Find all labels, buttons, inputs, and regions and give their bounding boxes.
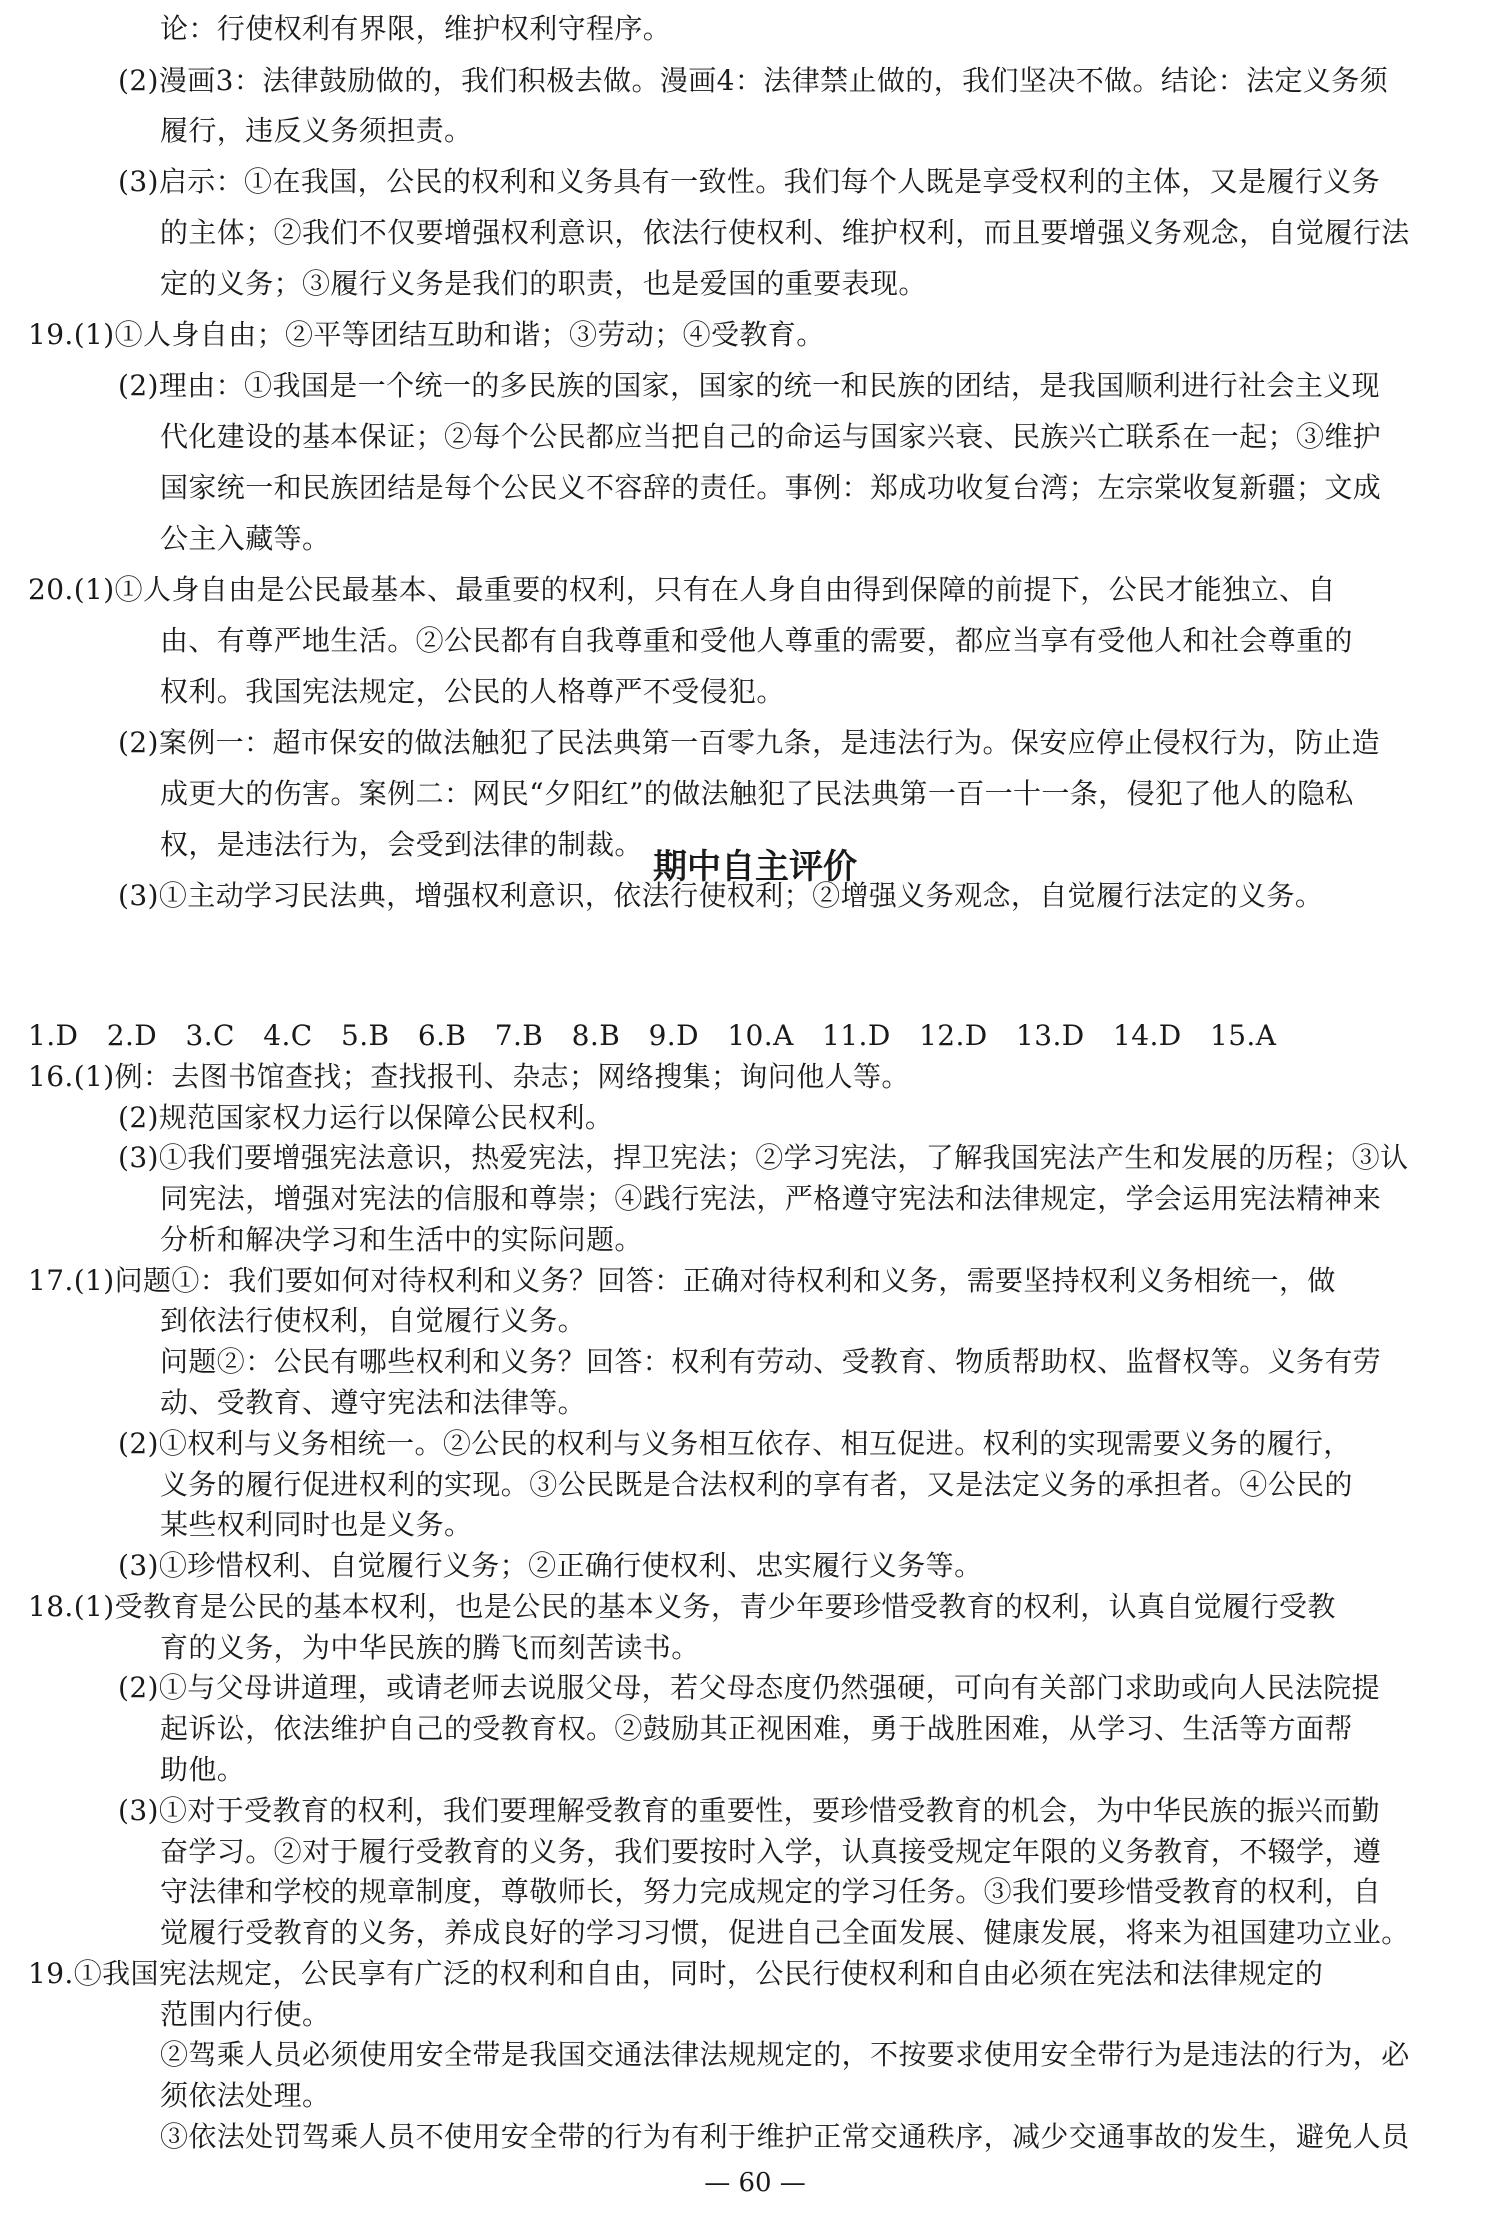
midterm-answer-line: 1.D 2.D 3.C 4.C 5.B 6.B 7.B 8.B 9.D 10.A 11.D 12.D 13.D 14.D 15.A [28,1019,1277,1052]
midterm-answer-line: 守法律和学校的规章制度，尊敬师长，努力完成规定的学习任务。③我们要珍惜受教育的权利，自 [160,1875,1382,1908]
midterm-answer-line: (3)①对于受教育的权利，我们要理解受教育的重要性，要珍惜受教育的机会，为中华民族的振兴而勤 [118,1794,1381,1827]
answer-line: 代化建设的基本保证；②每个公民都应当把自己的命运与国家兴衰、民族兴亡联系在一起；③维护 [160,420,1382,453]
answer-line: 权利。我国宪法规定，公民的人格尊严不受侵犯。 [160,675,785,708]
answer-line: 履行，违反义务须担责。 [160,114,473,147]
answer-line: 国家统一和民族团结是每个公民义不容辞的责任。事例：郑成功收复台湾；左宗棠收复新疆；文成 [160,471,1382,504]
midterm-answer-line: 18.(1)受教育是公民的基本权利，也是公民的基本义务，青少年要珍惜受教育的权利，认真自觉履行受教 [28,1590,1336,1623]
midterm-answer-line: ②驾乘人员必须使用安全带是我国交通法律法规规定的，不按要求使用安全带行为是违法的行为，必 [160,2038,1410,2071]
section-title: 期中自主评价 [653,847,857,887]
midterm-answer-line: 某些权利同时也是义务。 [160,1508,473,1541]
midterm-answer-line: 动、受教育、遵守宪法和法律等。 [160,1386,587,1419]
midterm-answer-line: 义务的履行促进权利的实现。③公民既是合法权利的享有者，又是法定义务的承担者。④公民的 [160,1468,1353,1501]
answer-line: 定的义务；③履行义务是我们的职责，也是爱国的重要表现。 [160,267,927,300]
midterm-answer-line: 问题②：公民有哪些权利和义务？回答：权利有劳动、受教育、物质帮助权、监督权等。义务有劳 [160,1345,1382,1378]
midterm-answer-line: ③依法处罚驾乘人员不使用安全带的行为有利于维护正常交通秩序，减少交通事故的发生，避免人员 [160,2120,1410,2153]
midterm-answer-line: 起诉讼，依法维护自己的受教育权。②鼓励其正视困难，勇于战胜困难，从学习、生活等方面帮 [160,1712,1353,1745]
answer-line: 由、有尊严地生活。②公民都有自我尊重和受他人尊重的需要，都应当享有受他人和社会尊重的 [160,624,1353,657]
midterm-answer-line: 范围内行使。 [160,1998,331,2031]
midterm-answer-line: 到依法行使权利，自觉履行义务。 [160,1304,587,1337]
answer-line: (2)理由：①我国是一个统一的多民族的国家，国家的统一和民族的团结，是我国顺利进行社会主义现 [118,369,1381,402]
answer-line: (2)漫画3：法律鼓励做的，我们积极去做。漫画4：法律禁止做的，我们坚决不做。结论：法定义务须 [118,64,1389,97]
midterm-answer-line: (2)规范国家权力运行以保障公民权利。 [118,1101,614,1134]
midterm-answer-line: 19.①我国宪法规定，公民享有广泛的权利和自由，同时，公民行使权利和自由必须在宪法和法律规定的 [28,1957,1324,1990]
answer-line: 论：行使权利有界限，维护权利守程序。 [160,12,672,45]
answer-line: 的主体；②我们不仅要增强权利意识，依法行使权利、维护权利，而且要增强义务观念，自觉履行法 [160,216,1410,249]
midterm-answer-line: 觉履行受教育的义务，养成良好的学习习惯，促进自己全面发展、健康发展，将来为祖国建功立业。 [160,1916,1410,1949]
midterm-answer-line: (2)①权利与义务相统一。②公民的权利与义务相互依存、相互促进。权利的实现需要义务的履行， [118,1427,1352,1460]
midterm-answer-line: 16.(1)例：去图书馆查找；查找报刊、杂志；网络搜集；询问他人等。 [28,1060,910,1093]
midterm-answer-line: (3)①珍惜权利、自觉履行义务；②正确行使权利、忠实履行义务等。 [118,1549,983,1582]
midterm-answer-line: (2)①与父母讲道理，或请老师去说服父母，若父母态度仍然强硬，可向有关部门求助或向人民法院提 [118,1671,1381,1704]
midterm-answer-line: 助他。 [160,1753,246,1786]
answer-line: 成更大的伤害。案例二：网民“夕阳红”的做法触犯了民法典第一百一十一条，侵犯了他人的隐私 [160,777,1354,810]
answer-line: 20.(1)①人身自由是公民最基本、最重要的权利，只有在人身自由得到保障的前提下，公民才能独立、自 [28,573,1336,606]
answer-line: 权，是违法行为，会受到法律的制裁。 [160,828,643,861]
answer-line: 19.(1)①人身自由；②平等团结互助和谐；③劳动；④受教育。 [28,318,825,351]
midterm-answer-line: 育的义务，为中华民族的腾飞而刻苦读书。 [160,1631,700,1664]
answer-line: 公主入藏等。 [160,522,331,555]
midterm-answer-line: 须依法处理。 [160,2079,331,2112]
midterm-answer-line: (3)①我们要增强宪法意识，热爱宪法，捍卫宪法；②学习宪法，了解我国宪法产生和发展的历程；③认 [118,1141,1409,1174]
midterm-answer-line: 17.(1)问题①：我们要如何对待权利和义务？回答：正确对待权利和义务，需要坚持权利义务相统一，做 [28,1264,1336,1297]
midterm-answer-line: 同宪法，增强对宪法的信服和尊崇；④践行宪法，严格遵守宪法和法律规定，学会运用宪法精神来 [160,1182,1382,1215]
midterm-answer-line: 分析和解决学习和生活中的实际问题。 [160,1223,643,1256]
page-number: — 60 — [704,2168,806,2198]
midterm-answer-line: 奋学习。②对于履行受教育的义务，我们要按时入学，认真接受规定年限的义务教育，不辍学，遵 [160,1835,1382,1868]
answer-line: (3)①主动学习民法典，增强权利意识，依法行使权利；②增强义务观念，自觉履行法定的义务。 [118,879,1324,912]
answer-line: (2)案例一：超市保安的做法触犯了民法典第一百零九条，是违法行为。保安应停止侵权行为，防止造 [118,726,1381,759]
answer-line: (3)启示：①在我国，公民的权利和义务具有一致性。我们每个人既是享受权利的主体，又是履行义务 [118,165,1381,198]
